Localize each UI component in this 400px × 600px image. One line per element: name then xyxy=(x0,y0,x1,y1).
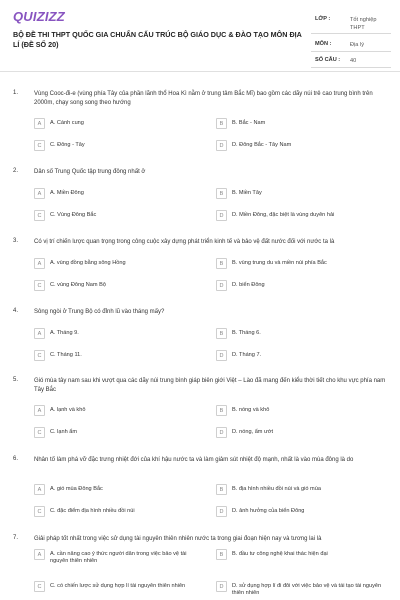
answer-option[interactable] xyxy=(34,188,204,203)
question-text: Dân số Trung Quốc tập trung đông nhất ở xyxy=(34,169,146,175)
option-letter-box: D xyxy=(216,140,227,151)
question-number: 3. xyxy=(13,238,19,244)
option-text: B. Bắc - Nam xyxy=(232,120,266,126)
option-letter-box: A xyxy=(34,484,45,495)
option-letter-box: A xyxy=(34,188,45,199)
question-number: 7. xyxy=(13,535,19,541)
option-letter-box: A xyxy=(34,549,45,560)
subject-value: Địa lý xyxy=(350,42,364,48)
option-letter-box: C xyxy=(34,210,45,221)
option-text: B. địa hình nhiều đồi núi và gió mùa xyxy=(232,486,321,492)
question-number: 2. xyxy=(13,168,19,174)
option-text: B. Tháng 6. xyxy=(232,330,261,336)
option-text: D. Tháng 7. xyxy=(232,352,262,358)
worksheet-header xyxy=(0,0,400,66)
option-letter-box: B xyxy=(216,484,227,495)
question-text: Sông ngòi ở Trung Bộ có đỉnh lũ vào tháng mấy? xyxy=(34,309,165,315)
option-letter-box: C xyxy=(34,506,45,517)
answer-option[interactable] xyxy=(216,280,386,295)
option-letter-box: D xyxy=(216,506,227,517)
option-text: A. Tháng 9. xyxy=(50,330,79,336)
answer-option[interactable] xyxy=(34,258,204,273)
option-letter-box: D xyxy=(216,280,227,291)
question-text: Gió mùa tây nam sau khi vượt qua các dãy núi trung bình giáp biên giới Việt – Lào đã mang đến kiểu thời tiết cho khu vực phía nam Tây Bắc xyxy=(34,378,386,393)
option-letter-box: A xyxy=(34,118,45,129)
option-text: C. Tháng 11. xyxy=(50,352,82,358)
option-text: C. Đông - Tây xyxy=(50,142,85,148)
option-text: B. vùng trung du và miền núi phía Bắc xyxy=(232,260,327,266)
option-text: C. vùng Đông Nam Bộ xyxy=(50,282,106,288)
option-text: C. đặc điểm địa hình nhiều đồi núi xyxy=(50,508,135,514)
option-text: C. có chiến lược sử dụng hợp lí tài nguyên thiên nhiên xyxy=(50,583,186,589)
answer-option[interactable] xyxy=(216,581,386,596)
option-text: A. lạnh và khô xyxy=(50,407,86,413)
option-letter-box: C xyxy=(34,350,45,361)
option-letter-box: B xyxy=(216,328,227,339)
answer-option[interactable] xyxy=(34,280,204,295)
answer-option[interactable] xyxy=(34,140,204,155)
answer-option[interactable] xyxy=(216,549,386,564)
count-value: 40 xyxy=(350,58,357,64)
option-text: D. ảnh hưởng của biển Đông xyxy=(232,508,305,514)
answer-option[interactable] xyxy=(216,506,386,521)
option-text: D. Đông Bắc - Tây Nam xyxy=(232,142,292,148)
grade-value: Tốt nghiệp THPT xyxy=(350,17,377,31)
answer-option[interactable] xyxy=(216,140,386,155)
answer-option[interactable] xyxy=(34,405,204,420)
option-letter-box: D xyxy=(216,581,227,592)
answer-option[interactable] xyxy=(34,118,204,133)
option-text: B. Miền Tây xyxy=(232,190,262,196)
header-divider xyxy=(0,71,400,72)
option-text: B. nóng và khô xyxy=(232,407,270,413)
option-letter-box: C xyxy=(34,427,45,438)
option-letter-box: B xyxy=(216,405,227,416)
option-text: C. lạnh ẩm xyxy=(50,429,78,435)
option-letter-box: D xyxy=(216,350,227,361)
option-letter-box: A xyxy=(34,258,45,269)
option-text: D. biển Đông xyxy=(232,282,265,288)
quizizz-logo: QUIZIZZ xyxy=(13,9,65,24)
option-text: C. Vùng Đông Bắc xyxy=(50,212,97,218)
question-number: 4. xyxy=(13,308,19,314)
grade-label: LỚP : xyxy=(315,16,331,22)
option-text: B. đầu tư công nghệ khai thác hiện đại xyxy=(232,551,328,557)
option-letter-box: B xyxy=(216,258,227,269)
answer-option[interactable] xyxy=(216,405,386,420)
option-letter-box: C xyxy=(34,280,45,291)
question-text: Có vị trí chiến lược quan trọng trong công cuộc xây dựng phát triển kinh tế và bảo vệ đất nước đối với nước ta là xyxy=(34,239,335,245)
question-text: Giải pháp tốt nhất trong việc sử dụng tài nguyên thiên nhiên nước ta trong giai đoạn hiện nay và tương lai là xyxy=(34,536,322,542)
question-number: 6. xyxy=(13,456,19,462)
answer-option[interactable] xyxy=(34,506,204,521)
option-text: A. Cánh cung xyxy=(50,120,84,126)
meta-row-subject xyxy=(311,38,391,52)
subject-label: MÔN : xyxy=(315,41,332,47)
option-letter-box: B xyxy=(216,118,227,129)
answer-option[interactable] xyxy=(34,350,204,365)
answer-option[interactable] xyxy=(34,549,204,564)
option-text: D. sử dụng hợp lí đi đôi với việc bảo vệ và tái tạo tài nguyên thiên nhiên xyxy=(232,583,382,596)
option-text: A. Miền Đông xyxy=(50,190,84,196)
question-text: Nhân tố làm phá vỡ đặc trưng nhiệt đới của khí hậu nước ta và làm giảm sút nhiệt độ mạnh, nhất là vào mùa đông là do xyxy=(34,457,354,463)
meta-row-count xyxy=(311,54,391,68)
answer-option[interactable] xyxy=(34,427,204,442)
option-letter-box: B xyxy=(216,188,227,199)
answer-option[interactable] xyxy=(216,350,386,365)
answer-option[interactable] xyxy=(34,210,204,225)
answer-option[interactable] xyxy=(216,427,386,442)
answer-option[interactable] xyxy=(34,581,204,596)
worksheet-title: BỘ ĐỀ THI THPT QUỐC GIA CHUẨN CẤU TRÚC BỘ GIÁO DỤC & ĐÀO TẠO MÔN ĐỊA LÍ (ĐỀ SỐ 20) xyxy=(13,30,302,49)
option-text: A. gió mùa Đông Bắc xyxy=(50,486,103,492)
option-letter-box: A xyxy=(34,405,45,416)
question-number: 1. xyxy=(13,90,19,96)
answer-option[interactable] xyxy=(216,188,386,203)
option-text: D. Miền Đông, đặc biệt là vùng duyên hải xyxy=(232,212,335,218)
answer-option[interactable] xyxy=(216,118,386,133)
answer-option[interactable] xyxy=(216,484,386,499)
answer-option[interactable] xyxy=(216,210,386,225)
meta-row-grade xyxy=(311,8,391,34)
option-letter-box: B xyxy=(216,549,227,560)
option-text: D. nóng, ẩm ướt xyxy=(232,429,273,435)
count-label: SỐ CÂU : xyxy=(315,57,341,63)
option-text: A. vùng đồng bằng sông Hồng xyxy=(50,260,126,266)
answer-option[interactable] xyxy=(216,328,386,343)
option-letter-box: C xyxy=(34,140,45,151)
answer-option[interactable] xyxy=(216,258,386,273)
question-number: 5. xyxy=(13,377,19,383)
option-letter-box: D xyxy=(216,210,227,221)
option-text: A. cần nâng cao ý thức người dân trong việc bảo vệ tài nguyên thiên nhiên xyxy=(50,551,187,564)
answer-option[interactable] xyxy=(34,328,204,343)
question-text: Vùng Cooc-đi-e (vùng phía Tây của phần lãnh thổ Hoa Kì nằm ở trung tâm Bắc Mĩ) bao gồm các dãy núi trẻ cao trung bình trên 2000m, chạy song song theo hướng xyxy=(34,91,373,106)
answer-option[interactable] xyxy=(34,484,204,499)
option-letter-box: A xyxy=(34,328,45,339)
option-letter-box: C xyxy=(34,581,45,592)
option-letter-box: D xyxy=(216,427,227,438)
